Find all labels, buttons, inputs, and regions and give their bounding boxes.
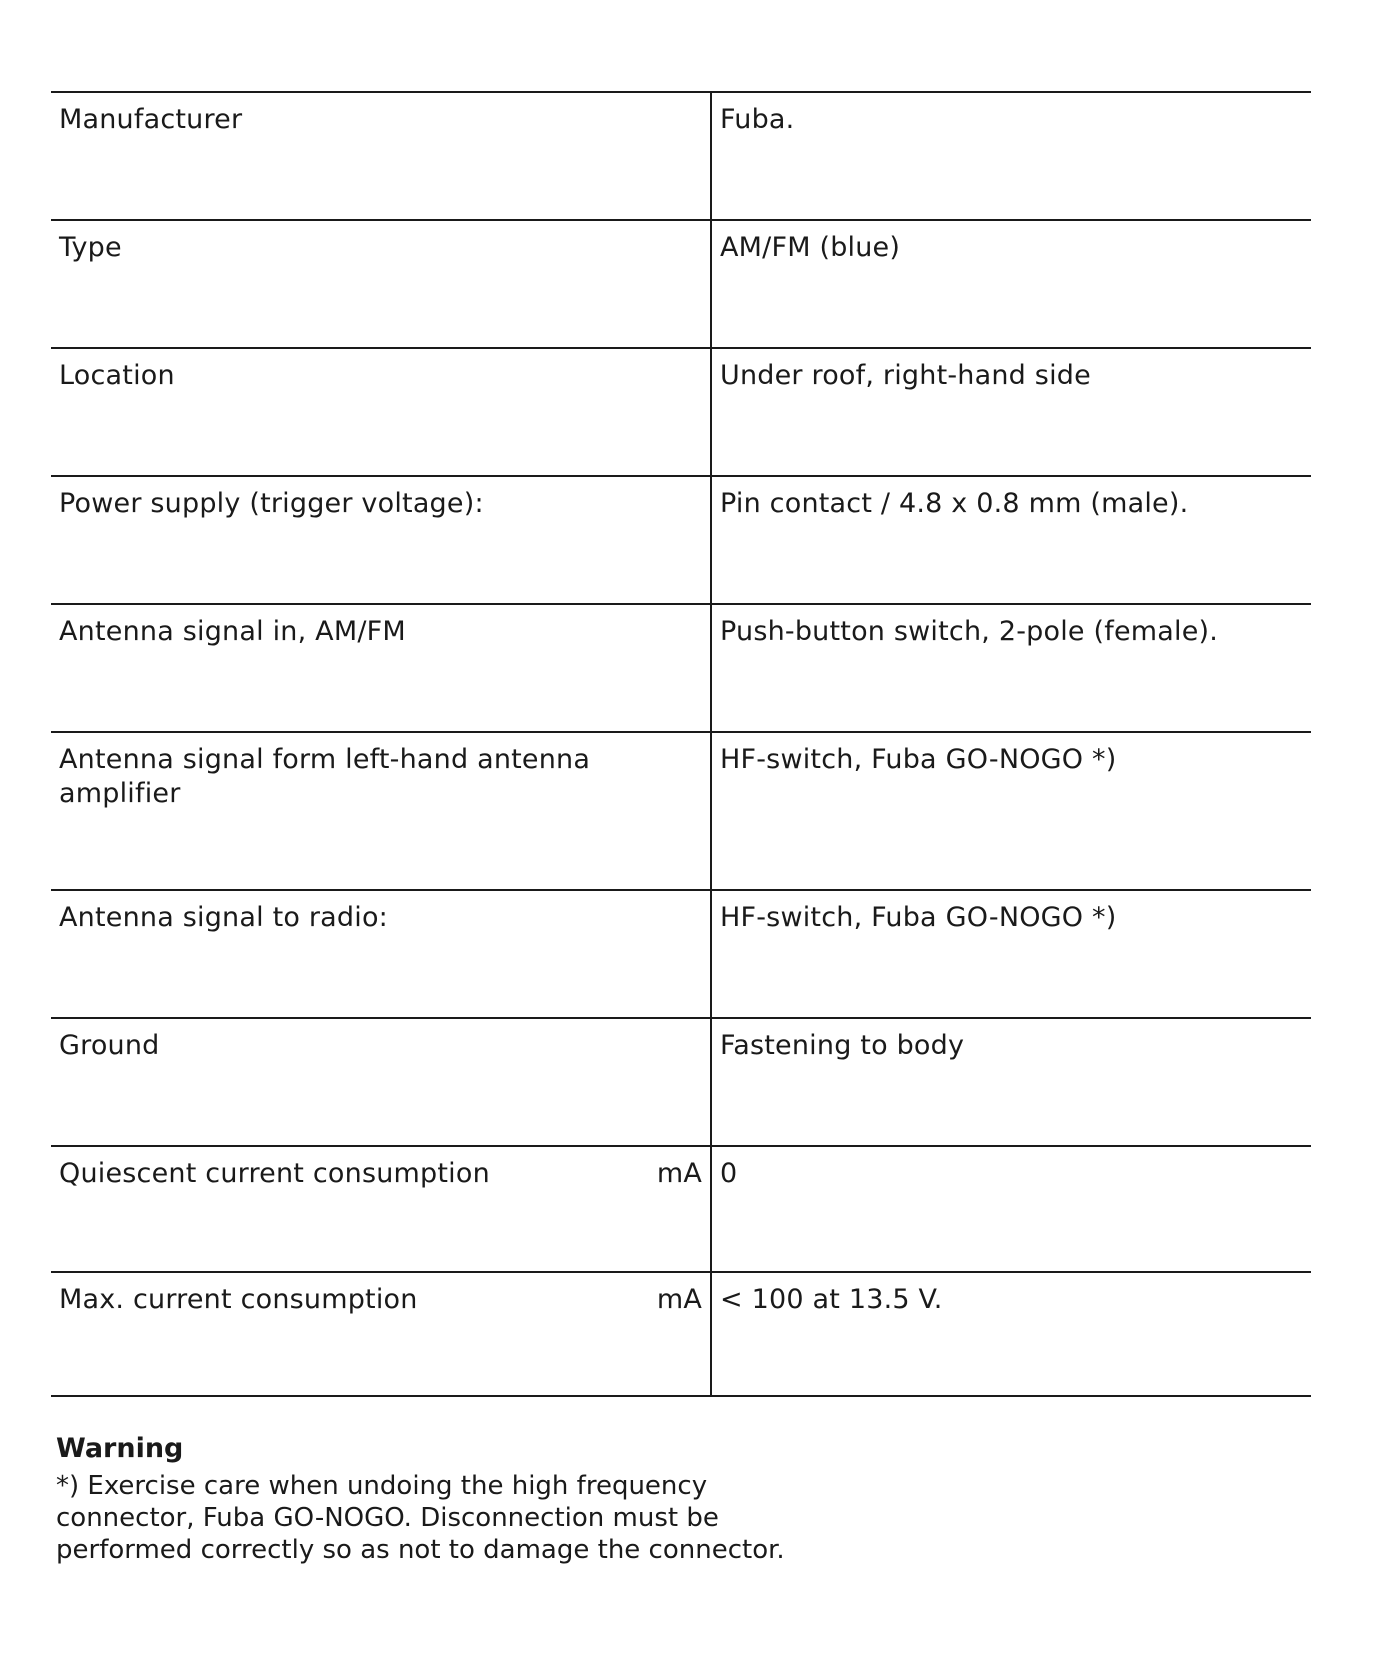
row-label-cell (51, 348, 711, 476)
row-label: Type (59, 232, 122, 263)
row-value: 0 (720, 1158, 738, 1189)
warning-text: *) Exercise care when undoing the high frequency connector, Fuba GO-NOGO. Disconnection must be performed correctly so as not to damage the connector. (56, 1471, 785, 1565)
row-unit: mA (656, 1284, 702, 1315)
row-label-cell (51, 1018, 711, 1146)
row-value: HF-switch, Fuba GO-NOGO *) (720, 744, 1117, 775)
table-row (51, 476, 1311, 604)
row-label-cell (51, 92, 711, 220)
table-row (51, 220, 1311, 348)
spec-table (51, 91, 1311, 1397)
row-label-cell (51, 732, 711, 890)
row-unit: mA (656, 1158, 702, 1189)
row-label-cell (51, 1272, 711, 1396)
row-label-cell (51, 890, 711, 1018)
table-row (51, 604, 1311, 732)
row-label: Max. current consumption (59, 1284, 418, 1315)
row-value: Fastening to body (720, 1030, 965, 1061)
row-value: AM/FM (blue) (720, 232, 901, 263)
table-row (51, 1018, 1311, 1146)
row-label: Ground (59, 1030, 160, 1061)
table-row (51, 348, 1311, 476)
row-unit (692, 743, 702, 811)
table-row (51, 1146, 1311, 1272)
row-unit (692, 615, 702, 649)
row-unit (692, 231, 702, 265)
row-value: Under roof, right-hand side (720, 360, 1091, 391)
row-value: Pin contact / 4.8 x 0.8 mm (male). (720, 488, 1189, 519)
row-label: Manufacturer (59, 104, 243, 135)
row-label: Antenna signal to radio: (59, 902, 388, 933)
row-value: < 100 at 13.5 V. (720, 1284, 943, 1315)
row-label-cell (51, 476, 711, 604)
table-row (51, 1272, 1311, 1396)
row-unit (692, 359, 702, 393)
row-label-cell (51, 1146, 711, 1272)
row-label: Power supply (trigger voltage): (59, 488, 484, 519)
row-value: HF-switch, Fuba GO-NOGO *) (720, 902, 1117, 933)
row-label: Antenna signal form left-hand antenna amplifier (59, 744, 591, 809)
row-value: Push-button switch, 2-pole (female). (720, 616, 1219, 647)
row-label-cell (51, 220, 711, 348)
row-label: Antenna signal in, AM/FM (59, 616, 406, 647)
row-unit (692, 487, 702, 521)
row-label: Quiescent current consumption (59, 1158, 490, 1189)
row-label-cell (51, 604, 711, 732)
warning-title: Warning (56, 1433, 184, 1464)
row-value: Fuba. (720, 104, 795, 135)
table-row (51, 732, 1311, 890)
row-label: Location (59, 360, 175, 391)
table-row (51, 92, 1311, 220)
row-unit (692, 103, 702, 137)
row-unit (692, 901, 702, 935)
table-row (51, 890, 1311, 1018)
row-unit (692, 1029, 702, 1063)
warning-note (56, 1432, 956, 1566)
